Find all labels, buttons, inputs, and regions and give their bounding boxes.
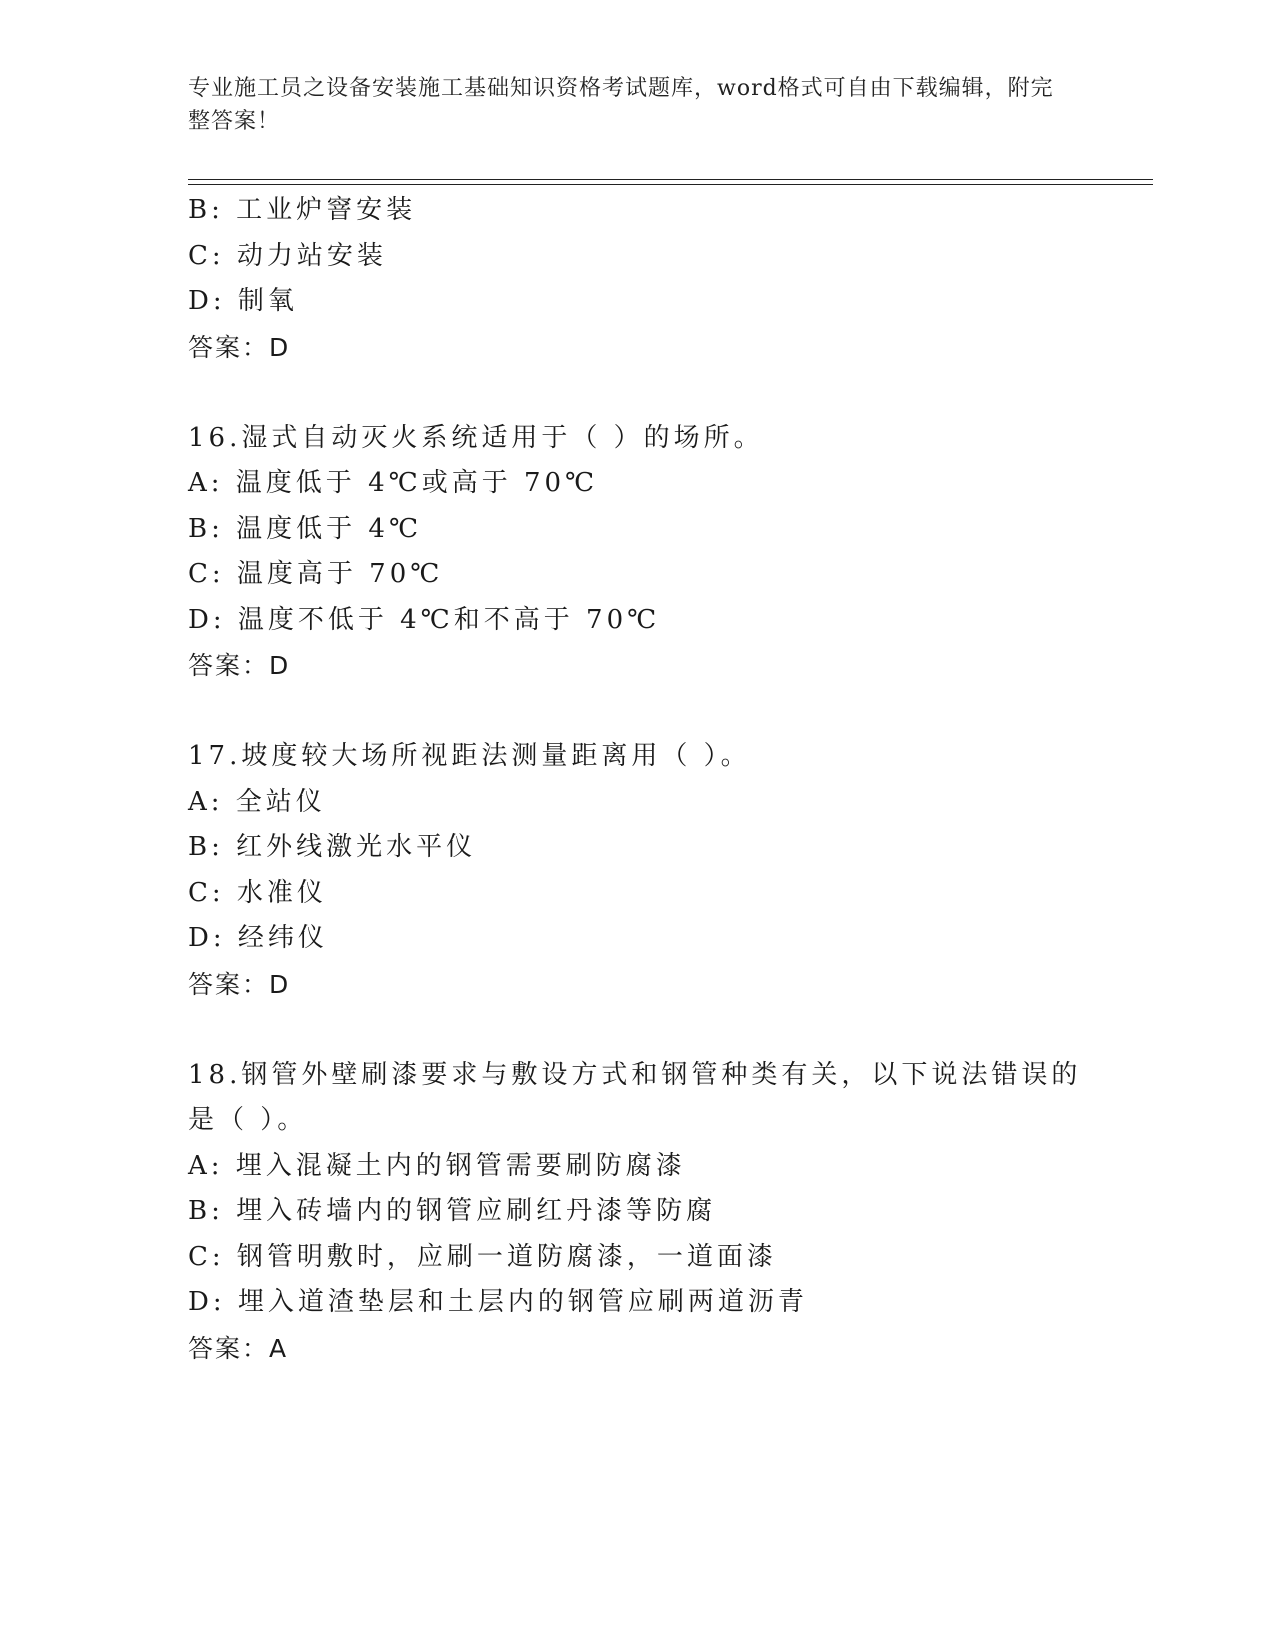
question-title: 17.坡度较大场所视距法测量距离用（ ）。 (188, 741, 751, 771)
option-a: A: 全站仪 (188, 786, 326, 817)
question-title: 16.湿式自动灭火系统适用于（ ）的场所。 (188, 422, 764, 453)
answer-line: 答案：A (188, 1333, 289, 1363)
option-d: D: 温度不低于 4℃和不高于 70℃ (188, 604, 661, 635)
header-rule-top (188, 179, 1153, 180)
question-17 (188, 734, 1148, 1007)
option-b: B: 温度低于 4℃ (188, 513, 423, 544)
option-c: C: 温度高于 70℃ (188, 559, 444, 589)
answer-line: 答案：D (188, 969, 291, 999)
option-a: A: 埋入混凝土内的钢管需要刷防腐漆 (188, 1150, 686, 1181)
question-fragment (188, 188, 1148, 370)
option-d: D: 埋入道渣垫层和土层内的钢管应刷两道沥青 (188, 1287, 808, 1317)
option-d: D: 经纬仪 (188, 923, 328, 953)
spacer (188, 1007, 1148, 1053)
answer-line: 答案：D (188, 332, 291, 362)
option-d: D: 制氧 (188, 286, 298, 316)
spacer (188, 370, 1148, 416)
header-rule-bottom (188, 184, 1153, 185)
document-header: 专业施工员之设备安装施工基础知识资格考试题库，word格式可自由下载编辑，附完整答案！ (188, 76, 1054, 134)
option-a: A: 温度低于 4℃或高于 70℃ (188, 468, 599, 498)
option-b: B: 红外线激光水平仪 (188, 832, 477, 862)
option-b: B: 埋入砖墙内的钢管应刷红丹漆等防腐 (188, 1196, 717, 1226)
option-c: C: 动力站安装 (188, 240, 387, 271)
question-18 (188, 1053, 1148, 1372)
question-title: 18.钢管外壁刷漆要求与敷设方式和钢管种类有关，以下说法错误的是（ ）。 (188, 1059, 1082, 1135)
option-c: C: 水准仪 (188, 877, 327, 908)
spacer (188, 689, 1148, 735)
answer-line: 答案：D (188, 651, 291, 680)
option-b: B: 工业炉窨安装 (188, 195, 417, 225)
question-content (188, 188, 1148, 1371)
question-16 (188, 416, 1148, 689)
option-c: C: 钢管明敷时，应刷一道防腐漆，一道面漆 (188, 1241, 777, 1272)
